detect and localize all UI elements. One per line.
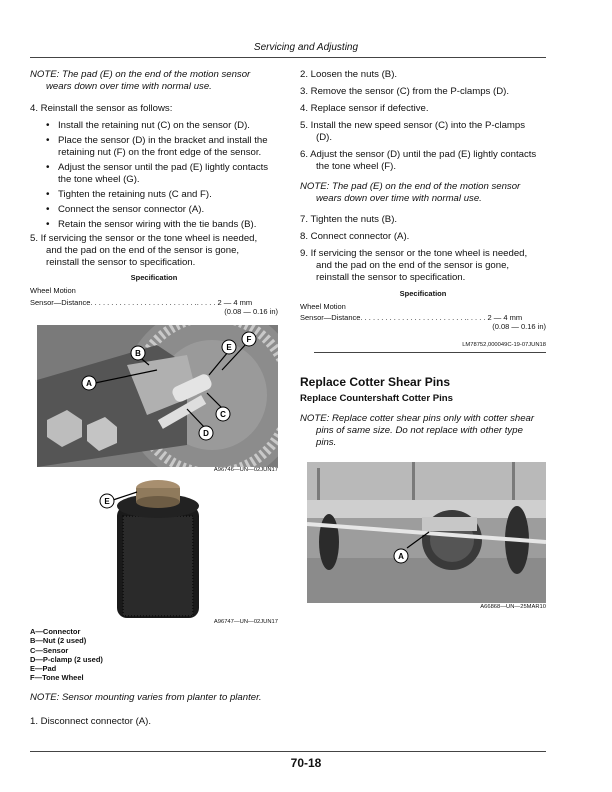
- step-1: 1. Disconnect connector (A).: [30, 716, 152, 727]
- right-steps-2-6: [300, 69, 552, 173]
- note-cotter-pins: [300, 413, 552, 449]
- svg-text:C: C: [220, 410, 226, 419]
- svg-text:D: D: [203, 429, 209, 438]
- note-sensor-mounting: NOTE: Sensor mounting varies from planter to planter.: [30, 692, 262, 703]
- step-text: and the pad on the end of the sensor is gone,: [316, 260, 510, 271]
- right-spec-item: Wheel Motion: [300, 302, 346, 311]
- right-steps-7-9: [300, 214, 552, 284]
- bullet-text: Install the retaining nut (C) on the sensor (D).: [58, 120, 250, 131]
- callout-E-pad: [100, 494, 114, 508]
- step: [300, 86, 552, 98]
- step: [300, 69, 552, 81]
- footer-rule: [30, 751, 546, 752]
- bullet-item: [30, 135, 292, 159]
- bullet-text: Adjust the sensor until the pad (E) lightly contacts: [58, 162, 269, 173]
- step-text: 7. Tighten the nuts (B).: [300, 214, 398, 225]
- page-header-title: Servicing and Adjusting: [253, 42, 359, 53]
- step: [300, 149, 552, 173]
- bullet-item: [30, 204, 292, 216]
- header-rule: [30, 57, 546, 58]
- callout-C: [216, 407, 230, 421]
- step-text: 6. Adjust the sensor (D) until the pad (E) lightly contacts: [300, 149, 537, 160]
- callout-B: [131, 346, 145, 360]
- svg-text:A: A: [86, 379, 92, 388]
- sensor-pad-photo: [37, 476, 278, 618]
- bullet-item: [30, 120, 292, 132]
- callout-A: [82, 376, 96, 390]
- svg-text:E: E: [104, 497, 110, 506]
- step: [300, 120, 552, 144]
- legend-item: B—Nut (2 used): [30, 636, 87, 646]
- spec-alt: (0.08 — 0.16 in): [224, 307, 278, 316]
- step: [300, 103, 552, 115]
- legend-item: A—Connector: [30, 627, 81, 636]
- note-line: NOTE: The pad (E) on the end of the motion sensor: [30, 69, 251, 80]
- step: [300, 248, 552, 284]
- svg-text:F: F: [246, 335, 252, 344]
- bullet-item: [30, 189, 292, 201]
- bullet-item: [30, 162, 292, 186]
- note-line: wears down over time with normal use.: [46, 81, 212, 92]
- spec-row: Sensor—Distance. . . . . . . . . . . . . . . . . . . . . . . . . .. . . . . 2 — 4 mm: [30, 298, 253, 307]
- step-text: 2. Loosen the nuts (B).: [300, 69, 398, 80]
- section-rule: [314, 352, 546, 353]
- callout-F: [242, 332, 256, 346]
- right-spec-alt: (0.08 — 0.16 in): [492, 322, 546, 331]
- reference-code: LM78752,000049C-19-07JUN18: [462, 342, 546, 348]
- countershaft-photo: [307, 462, 546, 603]
- callout-A-shaft: [394, 549, 408, 563]
- step-text: 5. Install the new speed sensor (C) into the P-clamps: [300, 120, 526, 131]
- step: [300, 231, 552, 243]
- figure-3-caption: A66868—UN—25MAR10: [480, 604, 546, 610]
- section-title: Replace Cotter Shear Pins: [300, 375, 451, 389]
- step-text: the tone wheel (F).: [316, 161, 396, 172]
- callout-D: [199, 426, 213, 440]
- bullet-text: Connect the sensor connector (A).: [58, 204, 205, 215]
- figure-2-caption: A96747—UN—02JUN17: [213, 619, 278, 625]
- bullet-text: the tone wheel (G).: [58, 174, 140, 185]
- svg-text:A: A: [398, 552, 404, 561]
- step-text: and the pad on the end of the sensor is gone,: [46, 245, 240, 256]
- svg-text:E: E: [226, 343, 232, 352]
- note-line: NOTE: Replace cotter shear pins only with cotter shear: [300, 413, 535, 424]
- step-text: 5. If servicing the sensor or the tone wheel is needed,: [30, 233, 258, 244]
- figure-1-caption: A96746—UN—02JUN17: [213, 467, 278, 473]
- right-note-pad-wear: [300, 181, 552, 205]
- spec-heading: Specification: [130, 273, 178, 282]
- sensor-installation-photo: [37, 325, 278, 467]
- svg-text:B: B: [135, 349, 141, 358]
- note-line: wears down over time with normal use.: [316, 193, 482, 204]
- spec-item: Wheel Motion: [30, 286, 76, 295]
- note-line: pins of same size. Do not replace with other type: [316, 425, 523, 436]
- step-5: [30, 233, 308, 269]
- bullet-text: Retain the sensor wiring with the tie bands (B).: [58, 219, 257, 230]
- bullet-text: Tighten the retaining nuts (C and F).: [58, 189, 212, 200]
- bullet-text: retaining nut (F) on the front edge of the sensor.: [58, 147, 262, 158]
- step-text: (D).: [316, 132, 332, 143]
- right-spec-heading: Specification: [399, 289, 447, 298]
- legend-item: E—Pad: [30, 664, 57, 674]
- step-text: reinstall the sensor to specification.: [316, 272, 466, 283]
- note-line: pins.: [316, 437, 337, 448]
- subsection-title: Replace Countershaft Cotter Pins: [300, 393, 453, 404]
- step-text: reinstall the sensor to specification.: [46, 257, 196, 268]
- bullet-item: [30, 219, 292, 231]
- step-text: 4. Replace sensor if defective.: [300, 103, 429, 114]
- legend-item: C—Sensor: [30, 645, 69, 655]
- right-spec-row: Sensor—Distance. . . . . . . . . . . . . . . . . . . . . . . . . .. . . . . 2 — 4 mm: [300, 313, 523, 322]
- note-line: NOTE: The pad (E) on the end of the motion sensor: [300, 181, 521, 192]
- figure-legend: [30, 627, 103, 683]
- legend-item: D—P-clamp (2 used): [30, 654, 103, 664]
- left-note-pad-wear: [30, 69, 292, 93]
- step-text: 8. Connect connector (A).: [300, 231, 410, 242]
- step: [300, 214, 552, 226]
- step-text: 9. If servicing the sensor or the tone wheel is needed,: [300, 248, 528, 259]
- bullet-text: Place the sensor (D) in the bracket and install the: [58, 135, 268, 146]
- step-text: 3. Remove the sensor (C) from the P-clamps (D).: [300, 86, 509, 97]
- bullet-list: [30, 120, 292, 231]
- page-number: 70-18: [290, 756, 322, 770]
- step-4-intro: 4. Reinstall the sensor as follows:: [30, 103, 173, 114]
- callout-E: [222, 340, 236, 354]
- legend-item: F—Tone Wheel: [30, 673, 84, 683]
